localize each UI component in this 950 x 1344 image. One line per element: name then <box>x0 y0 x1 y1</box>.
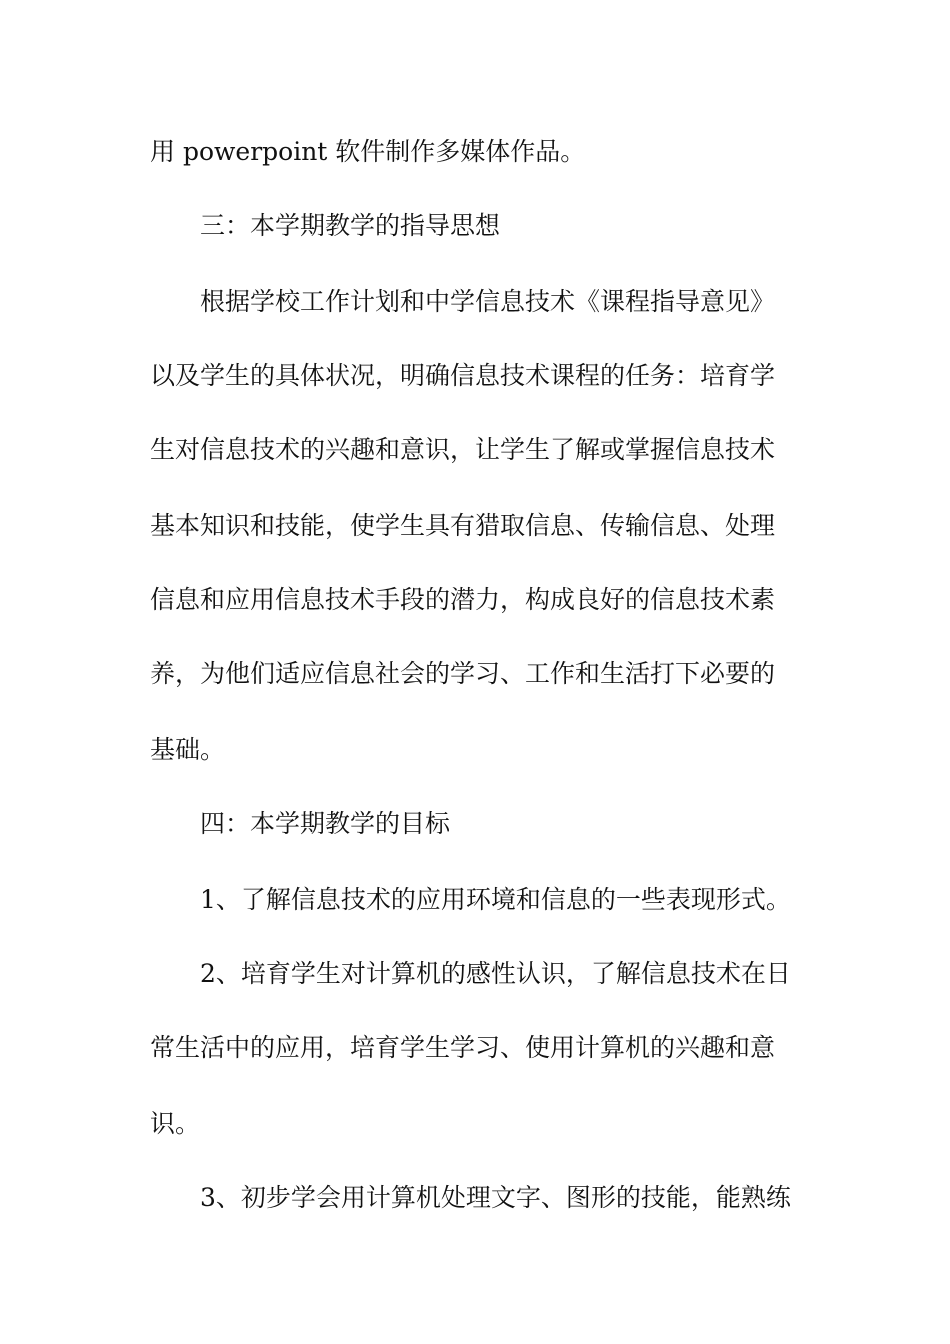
section-heading: 四：本学期教学的目标 <box>200 809 451 838</box>
text-line: 基础。 <box>150 735 226 764</box>
text-line: 根据学校工作计划和中学信息技术《课程指导意见》 <box>200 287 776 316</box>
section-heading: 三：本学期教学的指导思想 <box>200 211 501 240</box>
text-line: 常生活中的应用，培育学生学习、使用计算机的兴趣和意 <box>150 1033 776 1062</box>
text-line: 基本知识和技能，使学生具有猎取信息、传输信息、处理 <box>150 511 776 540</box>
text-line: 用 powerpoint 软件制作多媒体作品。 <box>150 137 586 166</box>
list-item: 3、初步学会用计算机处理文字、图形的技能，能熟练 <box>200 1183 791 1212</box>
text-line: 以及学生的具体状况，明确信息技术课程的任务：培育学 <box>150 361 776 390</box>
text-line: 生对信息技术的兴趣和意识，让学生了解或掌握信息技术 <box>150 435 776 464</box>
text-line: 识。 <box>150 1109 201 1138</box>
list-item: 2、培育学生对计算机的感性认识，了解信息技术在日 <box>200 959 791 988</box>
list-item: 1、了解信息技术的应用环境和信息的一些表现形式。 <box>200 885 791 914</box>
text-line: 信息和应用信息技术手段的潜力，构成良好的信息技术素 <box>150 585 776 614</box>
text-line: 养，为他们适应信息社会的学习、工作和生活打下必要的 <box>150 659 776 688</box>
